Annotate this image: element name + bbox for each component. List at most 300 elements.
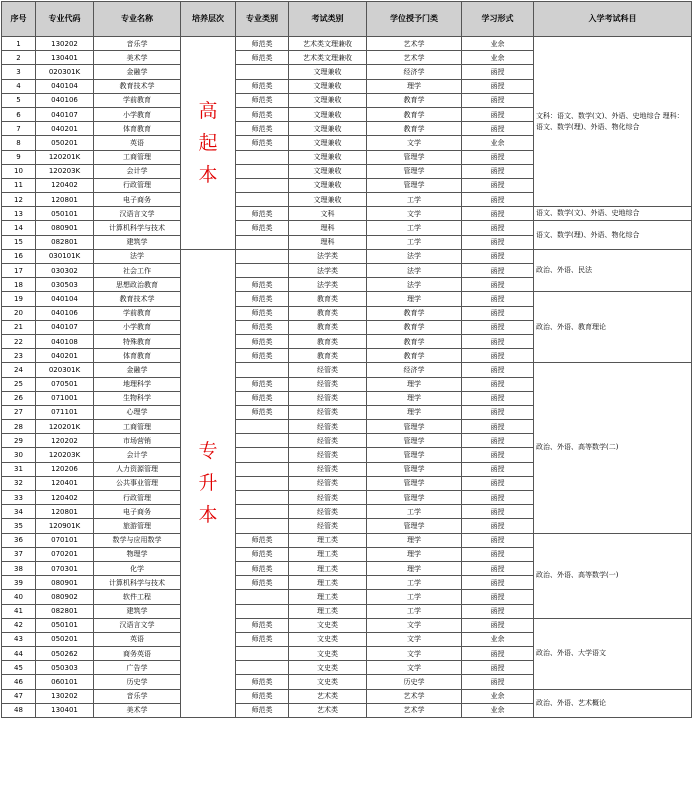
row-index: 28 [2,420,36,434]
row-major-name: 工商管理 [94,420,181,434]
row-study-form: 函授 [462,448,534,462]
row-exam-type: 经管类 [289,377,367,391]
row-code: 082801 [36,235,94,249]
row-code: 070101 [36,533,94,547]
row-exam-type: 经管类 [289,391,367,405]
row-major-name: 教育技术学 [94,292,181,306]
table-row [2,533,692,547]
row-major-name: 英语 [94,632,181,646]
row-index: 45 [2,661,36,675]
row-study-form: 函授 [462,377,534,391]
row-degree: 工学 [367,590,462,604]
row-study-form: 函授 [462,306,534,320]
row-code: 080901 [36,576,94,590]
row-major-name: 美术学 [94,703,181,717]
row-study-form: 函授 [462,391,534,405]
row-category [236,65,289,79]
row-exam-type: 教育类 [289,349,367,363]
row-category [236,462,289,476]
table-body [2,37,692,718]
row-index: 36 [2,533,36,547]
row-category: 师范类 [236,320,289,334]
row-major-name: 旅游管理 [94,519,181,533]
row-index: 31 [2,462,36,476]
row-major-name: 软件工程 [94,590,181,604]
row-degree: 管理学 [367,434,462,448]
row-index: 16 [2,249,36,263]
row-category [236,235,289,249]
row-code: 040201 [36,122,94,136]
row-index: 27 [2,405,36,419]
row-index: 39 [2,576,36,590]
row-major-name: 思想政治教育 [94,278,181,292]
row-degree: 理学 [367,391,462,405]
row-study-form: 函授 [462,604,534,618]
row-category [236,491,289,505]
row-exam-type: 教育类 [289,320,367,334]
row-study-form: 函授 [462,249,534,263]
row-exam-type: 文理兼收 [289,193,367,207]
table-row [2,292,692,306]
row-code: 040106 [36,93,94,107]
row-exam-type: 文理兼收 [289,107,367,121]
row-degree: 历史学 [367,675,462,689]
row-exam-type: 经管类 [289,462,367,476]
row-study-form: 函授 [462,618,534,632]
row-category [236,604,289,618]
row-degree: 管理学 [367,178,462,192]
row-study-form: 函授 [462,533,534,547]
row-code: 120203K [36,448,94,462]
row-degree: 管理学 [367,420,462,434]
row-major-name: 会计学 [94,164,181,178]
row-study-form: 业余 [462,136,534,150]
row-degree: 教育学 [367,349,462,363]
row-study-form: 函授 [462,292,534,306]
row-index: 13 [2,207,36,221]
row-degree: 经济学 [367,65,462,79]
row-category: 师范类 [236,306,289,320]
row-exam-type: 理工类 [289,533,367,547]
subjects-cell: 政治、外语、艺术概论 [534,689,692,717]
header-study-form: 学习形式 [462,2,534,37]
row-category: 师范类 [236,107,289,121]
row-category: 师范类 [236,207,289,221]
row-code: 040107 [36,320,94,334]
row-index: 40 [2,590,36,604]
row-exam-type: 文科 [289,207,367,221]
row-major-name: 市场营销 [94,434,181,448]
header-level: 培养层次 [181,2,236,37]
row-study-form: 函授 [462,264,534,278]
row-code: 120801 [36,505,94,519]
row-major-name: 特殊教育 [94,334,181,348]
row-category: 师范类 [236,349,289,363]
row-exam-type: 理工类 [289,604,367,618]
row-category [236,363,289,377]
row-degree: 经济学 [367,363,462,377]
row-exam-type: 经管类 [289,434,367,448]
row-degree: 文学 [367,647,462,661]
row-index: 18 [2,278,36,292]
row-study-form: 函授 [462,193,534,207]
row-code: 030101K [36,249,94,263]
row-category: 师范类 [236,79,289,93]
level-cell-gqb [181,37,236,250]
table-row [2,207,692,221]
row-category: 师范类 [236,632,289,646]
row-category: 师范类 [236,391,289,405]
row-study-form: 函授 [462,491,534,505]
row-degree: 工学 [367,235,462,249]
row-exam-type: 文理兼收 [289,136,367,150]
row-category [236,420,289,434]
level-char: 本 [198,163,218,186]
row-category: 师范类 [236,136,289,150]
row-exam-type: 艺术类文理兼收 [289,51,367,65]
row-code: 080902 [36,590,94,604]
table-header-row [2,2,692,37]
row-code: 070301 [36,561,94,575]
row-index: 5 [2,93,36,107]
row-index: 43 [2,632,36,646]
row-degree: 教育学 [367,93,462,107]
row-study-form: 函授 [462,122,534,136]
header-category: 专业类别 [236,2,289,37]
row-degree: 管理学 [367,476,462,490]
row-code: 130401 [36,51,94,65]
row-code: 050303 [36,661,94,675]
row-exam-type: 经管类 [289,505,367,519]
row-study-form: 函授 [462,405,534,419]
row-index: 32 [2,476,36,490]
level-cell-zsb [181,249,236,717]
level-char: 高 [198,99,218,122]
row-index: 38 [2,561,36,575]
row-study-form: 函授 [462,462,534,476]
row-code: 120202 [36,434,94,448]
majors-table [1,1,692,718]
row-study-form: 函授 [462,561,534,575]
row-exam-type: 经管类 [289,448,367,462]
row-code: 071101 [36,405,94,419]
row-study-form: 函授 [462,79,534,93]
row-degree: 理学 [367,405,462,419]
row-major-name: 体育教育 [94,349,181,363]
row-index: 3 [2,65,36,79]
row-major-name: 生物科学 [94,391,181,405]
subjects-cell: 政治、外语、民法 [534,249,692,292]
row-degree: 管理学 [367,491,462,505]
row-degree: 工学 [367,576,462,590]
row-code: 030302 [36,264,94,278]
row-degree: 工学 [367,193,462,207]
row-degree: 艺术学 [367,703,462,717]
row-index: 23 [2,349,36,363]
row-code: 060101 [36,675,94,689]
row-exam-type: 理科 [289,235,367,249]
row-code: 050262 [36,647,94,661]
row-degree: 工学 [367,221,462,235]
row-code: 070501 [36,377,94,391]
row-degree: 教育学 [367,306,462,320]
row-degree: 文学 [367,136,462,150]
row-exam-type: 文史类 [289,632,367,646]
row-code: 030503 [36,278,94,292]
row-exam-type: 文理兼收 [289,122,367,136]
row-index: 7 [2,122,36,136]
row-major-name: 数学与应用数学 [94,533,181,547]
row-index: 8 [2,136,36,150]
row-category: 师范类 [236,221,289,235]
row-degree: 理学 [367,547,462,561]
row-major-name: 物理学 [94,547,181,561]
row-category [236,448,289,462]
row-study-form: 函授 [462,320,534,334]
row-major-name: 音乐学 [94,689,181,703]
row-exam-type: 文史类 [289,675,367,689]
row-code: 120201K [36,420,94,434]
row-degree: 教育学 [367,107,462,121]
row-code: 040201 [36,349,94,363]
row-exam-type: 法学类 [289,249,367,263]
row-code: 080901 [36,221,94,235]
row-index: 11 [2,178,36,192]
row-major-name: 学前教育 [94,93,181,107]
row-study-form: 函授 [462,420,534,434]
row-index: 17 [2,264,36,278]
row-major-name: 电子商务 [94,193,181,207]
row-category: 师范类 [236,292,289,306]
row-index: 34 [2,505,36,519]
row-exam-type: 经管类 [289,476,367,490]
row-code: 120402 [36,178,94,192]
subjects-cell: 语文、数学(理)、外语、物化综合 [534,221,692,249]
row-exam-type: 文理兼收 [289,164,367,178]
row-major-name: 学前教育 [94,306,181,320]
row-degree: 理学 [367,79,462,93]
row-index: 20 [2,306,36,320]
row-major-name: 计算机科学与技术 [94,221,181,235]
row-degree: 文学 [367,661,462,675]
row-code: 120203K [36,164,94,178]
row-category [236,505,289,519]
subjects-cell: 文科：语文、数学(文)、外语、史地综合 理科：语文、数学(理)、外语、物化综合 [534,37,692,207]
table-row [2,249,692,263]
row-exam-type: 理工类 [289,576,367,590]
row-study-form: 函授 [462,65,534,79]
row-code: 020301K [36,65,94,79]
row-major-name: 公共事业管理 [94,476,181,490]
row-major-name: 汉语言文学 [94,207,181,221]
row-category: 师范类 [236,618,289,632]
row-category [236,434,289,448]
row-exam-type: 文理兼收 [289,93,367,107]
row-exam-type: 文理兼收 [289,65,367,79]
row-study-form: 函授 [462,221,534,235]
row-study-form: 函授 [462,349,534,363]
row-category: 师范类 [236,51,289,65]
row-category [236,193,289,207]
row-major-name: 心理学 [94,405,181,419]
row-study-form: 函授 [462,235,534,249]
row-major-name: 地理科学 [94,377,181,391]
row-major-name: 化学 [94,561,181,575]
row-index: 46 [2,675,36,689]
row-category: 师范类 [236,675,289,689]
row-code: 050201 [36,136,94,150]
row-code: 120201K [36,150,94,164]
row-major-name: 金融学 [94,363,181,377]
row-study-form: 函授 [462,150,534,164]
row-category [236,590,289,604]
row-major-name: 行政管理 [94,178,181,192]
row-category [236,178,289,192]
row-exam-type: 教育类 [289,334,367,348]
header-degree: 学位授予门类 [367,2,462,37]
row-category: 师范类 [236,334,289,348]
row-study-form: 函授 [462,207,534,221]
row-study-form: 业余 [462,632,534,646]
row-category: 师范类 [236,703,289,717]
row-index: 48 [2,703,36,717]
row-code: 050201 [36,632,94,646]
level-char: 起 [198,131,218,154]
row-category: 师范类 [236,533,289,547]
row-major-name: 广告学 [94,661,181,675]
row-code: 050101 [36,207,94,221]
row-study-form: 函授 [462,675,534,689]
level-char: 本 [198,504,218,527]
table-row [2,37,692,51]
row-exam-type: 经管类 [289,405,367,419]
row-study-form: 函授 [462,434,534,448]
row-index: 41 [2,604,36,618]
row-major-name: 汉语言文学 [94,618,181,632]
table-row [2,363,692,377]
row-code: 020301K [36,363,94,377]
row-index: 10 [2,164,36,178]
row-code: 120401 [36,476,94,490]
row-degree: 法学 [367,264,462,278]
subjects-cell: 政治、外语、高等数学(二) [534,363,692,533]
header-code: 专业代码 [36,2,94,37]
row-exam-type: 文史类 [289,647,367,661]
row-exam-type: 经管类 [289,519,367,533]
row-index: 14 [2,221,36,235]
row-category: 师范类 [236,561,289,575]
row-code: 040108 [36,334,94,348]
row-major-name: 金融学 [94,65,181,79]
row-study-form: 函授 [462,178,534,192]
row-study-form: 函授 [462,505,534,519]
row-major-name: 电子商务 [94,505,181,519]
row-study-form: 函授 [462,164,534,178]
row-degree: 理学 [367,561,462,575]
row-code: 120801 [36,193,94,207]
row-code: 130202 [36,689,94,703]
row-major-name: 历史学 [94,675,181,689]
row-major-name: 教育技术学 [94,79,181,93]
row-index: 19 [2,292,36,306]
row-code: 071001 [36,391,94,405]
row-degree: 理学 [367,377,462,391]
level-char: 升 [198,472,218,495]
row-category [236,476,289,490]
row-study-form: 函授 [462,278,534,292]
row-index: 29 [2,434,36,448]
row-code: 070201 [36,547,94,561]
row-degree: 理学 [367,292,462,306]
row-exam-type: 理工类 [289,561,367,575]
row-category: 师范类 [236,37,289,51]
row-degree: 管理学 [367,448,462,462]
row-major-name: 计算机科学与技术 [94,576,181,590]
row-code: 082801 [36,604,94,618]
row-degree: 管理学 [367,462,462,476]
row-exam-type: 艺术类文理兼收 [289,37,367,51]
row-exam-type: 理工类 [289,547,367,561]
row-major-name: 建筑学 [94,235,181,249]
row-major-name: 体育教育 [94,122,181,136]
row-category [236,150,289,164]
row-exam-type: 艺术类 [289,703,367,717]
row-exam-type: 经管类 [289,363,367,377]
row-code: 040106 [36,306,94,320]
row-index: 42 [2,618,36,632]
row-study-form: 业余 [462,51,534,65]
row-code: 040104 [36,79,94,93]
row-study-form: 函授 [462,576,534,590]
row-exam-type: 理科 [289,221,367,235]
header-exam-type: 考试类别 [289,2,367,37]
row-category: 师范类 [236,547,289,561]
row-exam-type: 文理兼收 [289,150,367,164]
subjects-cell: 政治、外语、大学语文 [534,618,692,689]
row-degree: 艺术学 [367,689,462,703]
row-exam-type: 文史类 [289,618,367,632]
row-index: 9 [2,150,36,164]
row-exam-type: 艺术类 [289,689,367,703]
row-major-name: 小学教育 [94,320,181,334]
row-index: 22 [2,334,36,348]
row-major-name: 社会工作 [94,264,181,278]
row-study-form: 函授 [462,363,534,377]
row-index: 37 [2,547,36,561]
row-study-form: 业余 [462,37,534,51]
row-exam-type: 教育类 [289,292,367,306]
row-degree: 理学 [367,533,462,547]
row-category: 师范类 [236,278,289,292]
row-degree: 艺术学 [367,51,462,65]
row-study-form: 函授 [462,476,534,490]
row-index: 25 [2,377,36,391]
row-exam-type: 理工类 [289,590,367,604]
row-study-form: 函授 [462,661,534,675]
row-major-name: 音乐学 [94,37,181,51]
row-index: 30 [2,448,36,462]
row-degree: 教育学 [367,320,462,334]
row-index: 6 [2,107,36,121]
row-index: 4 [2,79,36,93]
row-degree: 教育学 [367,334,462,348]
row-study-form: 函授 [462,93,534,107]
row-study-form: 函授 [462,107,534,121]
row-degree: 法学 [367,278,462,292]
row-category: 师范类 [236,405,289,419]
row-study-form: 函授 [462,519,534,533]
row-code: 120901K [36,519,94,533]
